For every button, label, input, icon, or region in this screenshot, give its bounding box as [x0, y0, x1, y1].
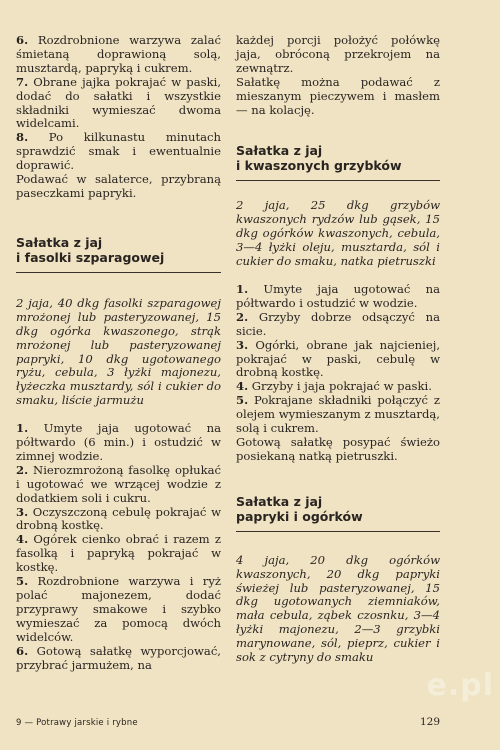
- section-title-papryka: Sałatka z jaj papryki i ogórków: [236, 494, 440, 532]
- step-3: 3. Ogórki, obrane jak najcieniej, pokrajać w paski, cebulę w drobną kostkę.: [236, 337, 441, 380]
- step-6b: 6. Gotową sałatkę wyporcjować, przybrać jarmużem, na: [16, 643, 221, 672]
- step-5: 5. Pokrajane składniki połączyć z olejem wymieszanym z musztardą, solą i cukrem.: [236, 393, 441, 436]
- step-2: 2. Grzyby dobrze odsączyć na sicie.: [236, 309, 440, 338]
- step-1: 1. Umyte jaja ugotować na półtwardo i ostudzić w wodzie.: [236, 281, 441, 310]
- page-footer: [16, 716, 440, 732]
- left-column: [16, 34, 221, 672]
- ingredients-fasolka: 2 jaja, 40 dkg fasolki szparagowej mrożonej lub pasteryzowanej, 15 dkg ogórka kwaszonego, strąk mrożonej lub pasteryzowanej papryki, 10 dkg ugotowanego ryżu, cebula, 3 łyżki majonezu, łyżeczka musztardy, sól i cukier do smaku, liście jarmużu: [16, 295, 221, 408]
- carry-over-note: Sałatkę można podawać z mieszanym pieczywem i masłem — na kolację.: [236, 74, 440, 117]
- step-7: 7. Obrane jajka pokrajać w paski, dodać do sałatki i wszystkie składniki wymieszać dwoma widelcami.: [16, 74, 222, 131]
- signature-mark: 9 — Potrawy jarskie i rybne: [16, 718, 138, 728]
- step-1: 1. Umyte jaja ugotować na półtwardo (6 min.) i ostudzić w zimnej wodzie.: [16, 421, 222, 463]
- carry-over-text: każdej porcji położyć połówkę jaja, obróconą przekrojem na zewnątrz.: [236, 33, 440, 75]
- step-2: 2. Nierozmrożoną fasolkę opłukać i ugotować we wrzącej wodzie z dodatkiem soli i cukru.: [16, 462, 222, 505]
- step-8: 8. Po kilkunastu minutach sprawdzić smak i ewentualnie doprawić.: [16, 130, 221, 173]
- section-title-fasolka: Sałatka z jaj i fasolki szparagowej: [16, 235, 221, 273]
- step-3: 3. Oczyszczoną cebulę pokrajać w drobną kostkę.: [16, 504, 221, 533]
- right-column: [236, 34, 440, 679]
- section-title-grzybki: Sałatka z jaj i kwaszonych grzybków: [236, 143, 440, 181]
- ingredients-grzybki: 2 jaja, 25 dkg grzybów kwaszonych rydzów lub gąsek, 15 dkg ogórków kwaszonych, cebula, 3—4 łyżki oleju, musztarda, sól i cukier do smaku, natka pietruszki: [236, 198, 440, 269]
- step-6: 6. Rozdrobnione warzywa zalać śmietaną doprawioną solą, musztardą, papryką i cukrem.: [16, 33, 222, 75]
- step-5: 5. Rozdrobnione warzywa i ryż polać majonezem, dodać przyprawy smakowe i szybko wymieszać za pomocą dwóch widelców.: [16, 574, 221, 644]
- step-4: 4. Grzyby i jaja pokrajać w paski.: [236, 379, 432, 394]
- page-number: 129: [420, 716, 441, 728]
- watermark: e.pl: [426, 668, 494, 703]
- ingredients-papryka: 4 jaja, 20 dkg ogórków kwaszonych, 20 dkg papryki świeżej lub pasteryzowanej, 15 dkg ugotowanych ziemniaków, mała cebula, ząbek czosnku, 3—4 łyżki majonezu, 2—3 grzybki marynowane, sól, pieprz, cukier i sok z cytryny do smaku: [236, 552, 440, 665]
- garnish-note: Gotową sałatkę posypać świeżo posiekaną natką pietruszki.: [236, 434, 440, 463]
- serving-note: Podawać w salaterce, przybraną paseczkami papryki.: [16, 172, 221, 200]
- step-4: 4. Ogórek cienko obrać i razem z fasolką i papryką pokrajać w kostkę.: [16, 532, 221, 575]
